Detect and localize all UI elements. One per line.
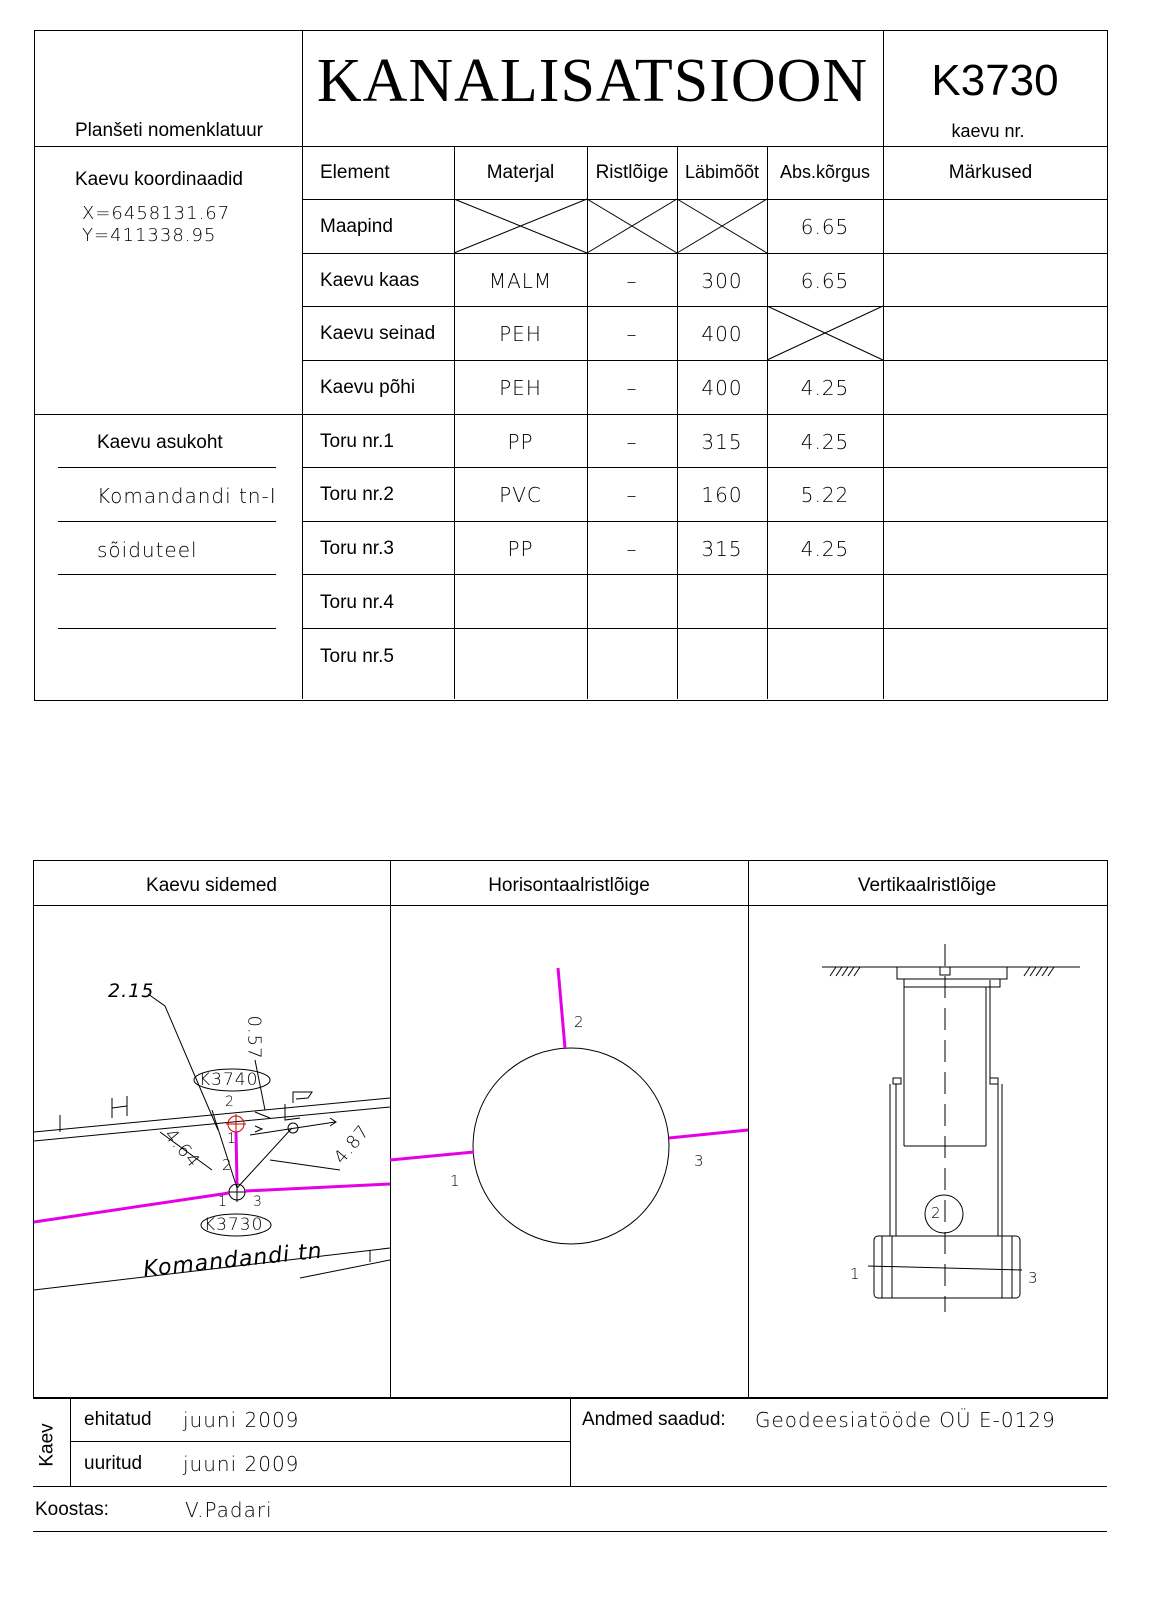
well-number: K3730 xyxy=(931,56,1059,105)
row-element: Kaevu seinad xyxy=(320,323,436,344)
pipe-number: 3 xyxy=(253,1194,263,1210)
author-value: V.Padari xyxy=(185,1498,273,1522)
well-label-top: K3740 xyxy=(199,1070,259,1090)
pipe-number: 2 xyxy=(574,1013,585,1031)
row-material: PP xyxy=(507,537,534,561)
row-material: PEH xyxy=(499,376,542,400)
row-cross: – xyxy=(626,269,638,293)
page-title: KANALISATSIOON xyxy=(316,47,869,115)
well-number-label: kaevu nr. xyxy=(951,121,1025,141)
surveyed-label: uuritud xyxy=(84,1453,143,1474)
tie-dimension: 4.64 xyxy=(159,1124,205,1173)
col-header-notes: Märkused xyxy=(948,162,1033,183)
source-label: Andmed saadud: xyxy=(582,1409,726,1430)
coordinate-x: X=6458131.67 xyxy=(82,203,231,224)
row-cross: – xyxy=(626,430,638,454)
row-diameter: 400 xyxy=(701,322,743,346)
row-element: Toru nr.4 xyxy=(320,592,394,613)
pipe-number: 2 xyxy=(222,1156,233,1174)
row-height: 6.65 xyxy=(800,215,850,239)
pipe-number: 1 xyxy=(850,1265,861,1283)
pipe-number: 2 xyxy=(225,1094,235,1110)
kaev-label: Kaev xyxy=(36,1423,58,1467)
row-element: Toru nr.3 xyxy=(320,538,394,559)
panel-title-horizontal: Horisontaalristlõige xyxy=(488,875,650,896)
row-height: 4.25 xyxy=(800,376,850,400)
source-value: Geodeesiatööde OÜ E-0129 xyxy=(755,1408,1056,1432)
row-cross: – xyxy=(626,376,638,400)
pipe-number: 2 xyxy=(931,1204,942,1222)
coordinates-label: Kaevu koordinaadid xyxy=(75,169,243,190)
nomenclature-label: Planšeti nomenklatuur xyxy=(75,120,263,141)
col-header-material: Materjal xyxy=(486,162,555,183)
built-label: ehitatud xyxy=(84,1409,152,1430)
pipe-number: 1 xyxy=(218,1194,228,1210)
street-label: Komandandi tn xyxy=(142,1238,324,1283)
col-header-element: Element xyxy=(320,162,390,183)
row-material: PEH xyxy=(499,322,542,346)
coordinate-y: Y=411338.95 xyxy=(82,225,217,246)
location-label: Kaevu asukoht xyxy=(97,432,223,453)
row-element: Maapind xyxy=(320,216,393,237)
tie-dimension: 2.15 xyxy=(108,980,155,1002)
built-date: juuni 2009 xyxy=(183,1408,300,1432)
row-element: Kaevu kaas xyxy=(320,270,420,291)
surveyed-date: juuni 2009 xyxy=(183,1452,300,1476)
row-diameter: 400 xyxy=(701,376,743,400)
tie-dimension: 4.87 xyxy=(329,1120,375,1169)
row-height: 5.22 xyxy=(800,483,850,507)
horizontal-section xyxy=(390,968,748,1244)
row-element: Kaevu põhi xyxy=(320,377,416,398)
row-cross: – xyxy=(626,322,638,346)
col-header-height: Abs.kõrgus xyxy=(779,162,871,182)
row-material: MALM xyxy=(488,269,553,293)
col-header-diameter: Läbimõõt xyxy=(684,162,760,182)
row-material: PVC xyxy=(499,483,542,507)
row-diameter: 315 xyxy=(701,430,743,454)
location-line-1: Komandandi tn-I xyxy=(97,484,277,508)
col-header-cross: Ristlõige xyxy=(595,162,669,183)
row-diameter: 300 xyxy=(701,269,743,293)
row-diameter: 160 xyxy=(701,483,743,507)
row-height: 4.25 xyxy=(800,430,850,454)
row-element: Toru nr.1 xyxy=(320,431,394,452)
panel-title-vertical: Vertikaalristlõige xyxy=(857,875,997,896)
row-element: Toru nr.2 xyxy=(320,484,394,505)
ties-diagram xyxy=(34,994,390,1290)
vertical-section xyxy=(822,944,1080,1312)
location-line-2: sõiduteel xyxy=(97,538,198,562)
row-cross: – xyxy=(626,483,638,507)
pipe-number: 3 xyxy=(694,1152,705,1170)
well-label-this: K3730 xyxy=(204,1215,264,1235)
row-diameter: 315 xyxy=(701,537,743,561)
row-height: 4.25 xyxy=(800,537,850,561)
pipe-number: 1 xyxy=(227,1131,237,1147)
author-label: Koostas: xyxy=(35,1499,109,1520)
pipe-number: 1 xyxy=(450,1172,461,1190)
row-element: Toru nr.5 xyxy=(320,646,394,667)
pipe-number: 3 xyxy=(1028,1269,1039,1287)
row-height: 6.65 xyxy=(800,269,850,293)
row-material: PP xyxy=(507,430,534,454)
panel-title-ties: Kaevu sidemed xyxy=(146,875,277,896)
tie-dimension: 0.57 xyxy=(243,1015,265,1060)
row-cross: – xyxy=(626,537,638,561)
